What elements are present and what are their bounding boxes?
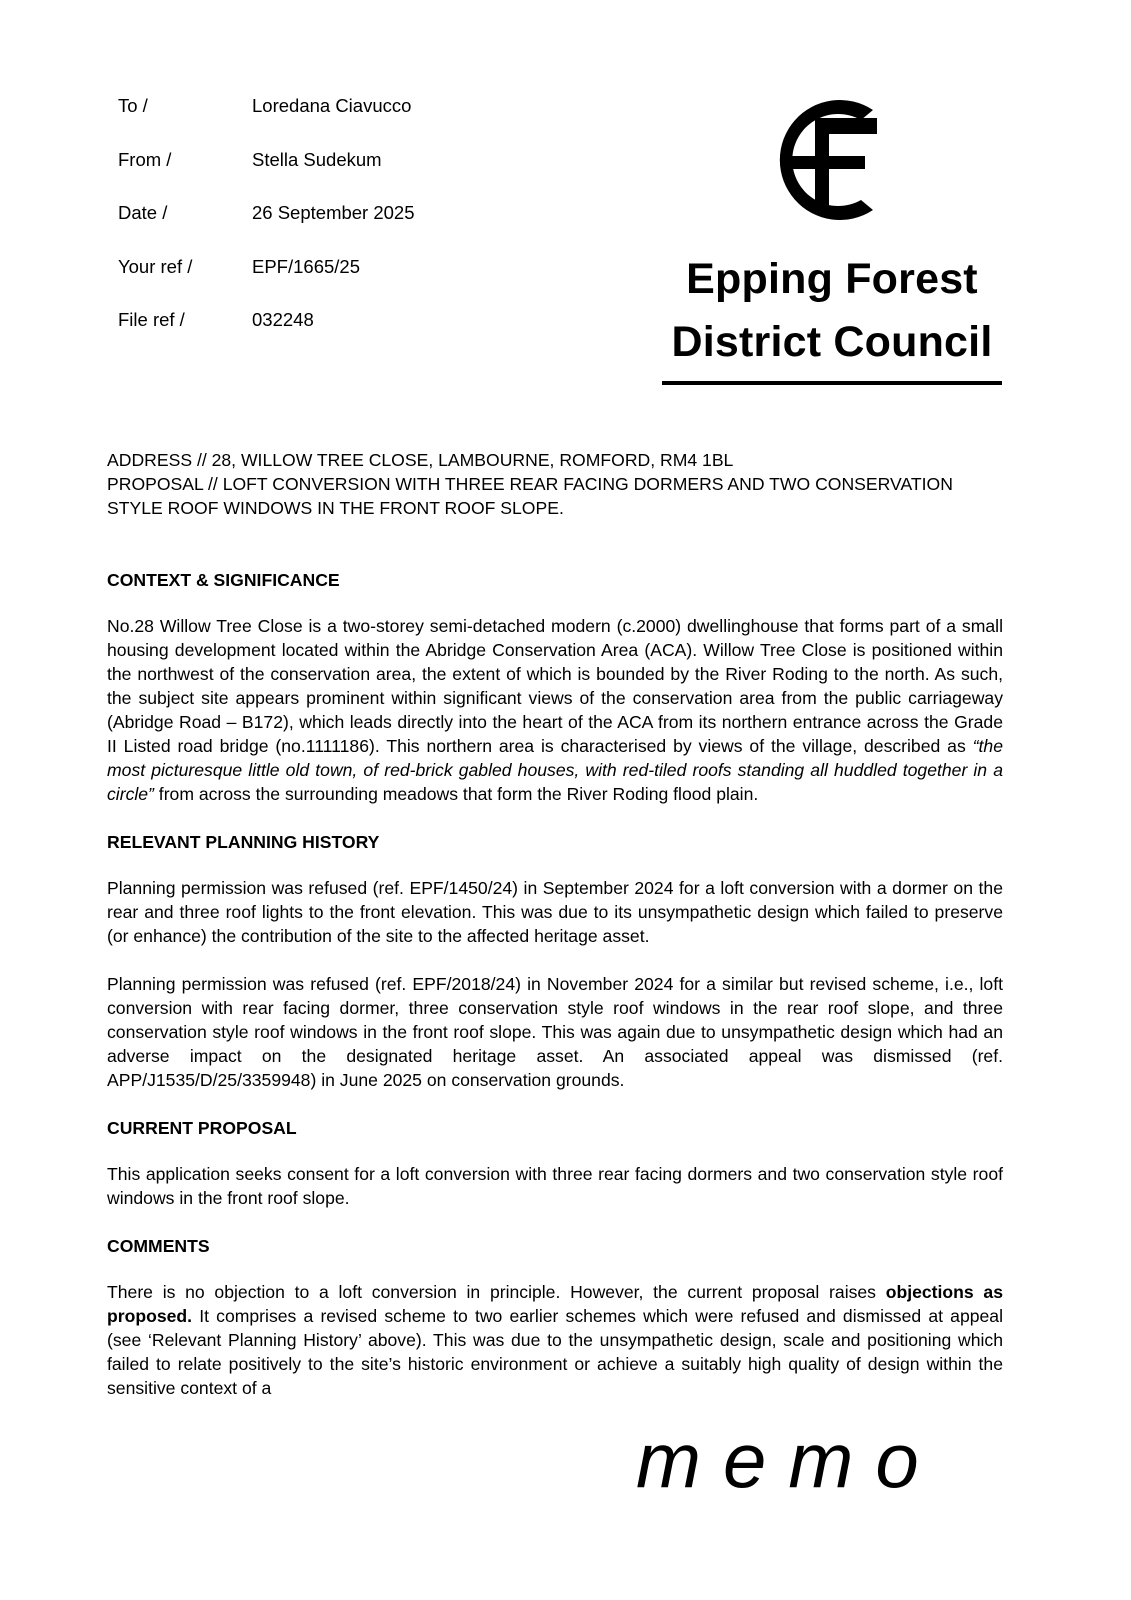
memo-watermark: memo [636, 1416, 941, 1504]
memo-header-table [118, 95, 415, 363]
your-ref-value: EPF/1665/25 [252, 255, 360, 277]
logo-divider [662, 381, 1002, 385]
history-paragraph-2: Planning permission was refused (ref. EPF/2018/24) in November 2024 for a similar but revised scheme, i.e., loft conversion with rear facing dormer, three conservation style roof windows in the rear roof slope, and three conservation style roof windows in the front roof slope. This was again due to unsympathetic design which had an adverse impact on the designated heritage asset. An associated appeal was dismissed (ref. APP/J1535/D/25/3359948) in June 2025 on conservation grounds. [107, 974, 1003, 1090]
address-block [107, 448, 1003, 520]
proposal-line: PROPOSAL // LOFT CONVERSION WITH THREE REAR FACING DORMERS AND TWO CONSERVATION STYLE ROOF WINDOWS IN THE FRONT ROOF SLOPE. [107, 474, 953, 518]
comments-text-a: There is no objection to a loft conversion in principle. However, the current proposal raises [107, 1282, 886, 1302]
address-line: ADDRESS // 28, WILLOW TREE CLOSE, LAMBOURNE, ROMFORD, RM4 1BL [107, 450, 734, 470]
from-label: From / [118, 148, 172, 170]
comments-text-b: It comprises a revised scheme to two earlier schemes which were refused and dismissed at appeal (see ‘Relevant Planning History’ above). This was due to the unsympathetic design, scale and positioning which failed to relate positively to the site’s historic environment or achieve a suitably high quality of design within the sensitive context of a [107, 1306, 1003, 1398]
comments-bold: objections as proposed. [107, 1282, 1003, 1326]
context-quote: “the most picturesque little old town, of red-brick gabled houses, with red-tiled roofs standing all huddled together in a circle” [107, 736, 1003, 804]
header-row-to [118, 95, 415, 149]
council-name-line2: District Council [671, 318, 993, 366]
header-row-from [118, 149, 415, 203]
efdc-logo-icon [765, 88, 883, 232]
to-value: Loredana Ciavucco [252, 95, 412, 116]
context-text-a: No.28 Willow Tree Close is a two-storey semi-detached modern (c.2000) dwellinghouse that forms part of a small housing development located within the Abridge Conservation Area (ACA). Willow Tree Close is positioned within the northwest of the conservation area, the extent of which is bounded by the River Roding to the north. As such, the subject site appears prominent within significant views of the conservation area from the public carriageway (Abridge Road – B172), which leads directly into the heart of the ACA from its northern entrance across the Grade II Listed road bridge (no.1111186). This northern area is characterised by views of the village, described as [107, 616, 1003, 756]
header-row-file-ref [118, 309, 415, 363]
proposal-paragraph: This application seeks consent for a loft conversion with three rear facing dormers and two conservation style roof windows in the front roof slope. [107, 1164, 1003, 1208]
proposal-heading: CURRENT PROPOSAL [107, 1118, 297, 1138]
context-paragraph [107, 614, 1003, 806]
file-ref-label: File ref / [118, 309, 185, 330]
to-label: To / [118, 95, 148, 116]
from-value: Stella Sudekum [252, 148, 382, 170]
history-heading: RELEVANT PLANNING HISTORY [107, 832, 380, 852]
file-ref-value: 032248 [252, 309, 314, 330]
your-ref-label: Your ref / [118, 255, 193, 277]
comments-paragraph [107, 1280, 1003, 1400]
council-name-line1: Epping Forest [686, 255, 978, 303]
header-row-your-ref [118, 256, 415, 310]
history-paragraph-1: Planning permission was refused (ref. EPF/1450/24) in September 2024 for a loft conversion with a dormer on the rear and three roof lights to the front elevation. This was due to its unsympathetic design which failed to preserve (or enhance) the contribution of the site to the affected heritage asset. [107, 878, 1003, 946]
memo-body [107, 448, 1003, 1400]
context-heading: CONTEXT & SIGNIFICANCE [107, 570, 340, 590]
date-value: 26 September 2025 [252, 202, 415, 223]
context-text-b: from across the surrounding meadows that form the River Roding flood plain. [153, 784, 759, 804]
header-row-date [118, 202, 415, 256]
comments-heading: COMMENTS [107, 1236, 210, 1256]
date-label: Date / [118, 202, 168, 223]
council-name [662, 248, 1002, 374]
